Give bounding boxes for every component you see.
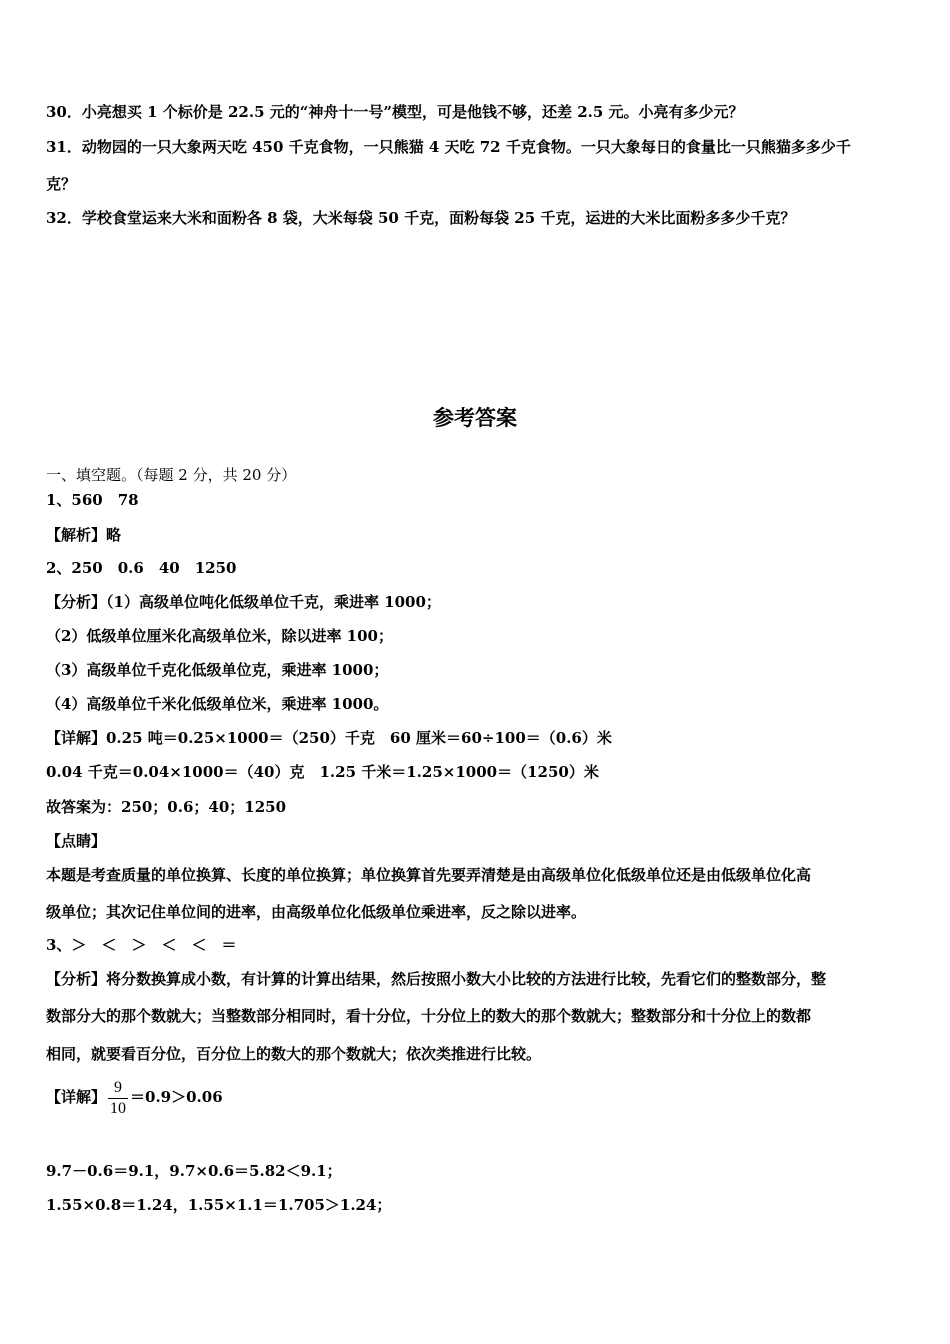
- answer-2-comment-label: 【点睛】: [46, 832, 107, 850]
- answer-3-detail-line: 9.7－0.6＝9.1，9.7×0.6＝5.82＜9.1；: [46, 1162, 342, 1180]
- answer-2-analysis-line: （2）低级单位厘米化高级单位米，除以进率 100；: [46, 627, 393, 645]
- answer-2-detail-line: 0.04 千克＝0.04×1000＝（40）克 1.25 千米＝1.25×1000＝（1250）米: [46, 763, 599, 781]
- detail-rest: ＝0.9＞0.06: [130, 1088, 223, 1106]
- answer-3-detail: [46, 1076, 223, 1119]
- answer-2-comment-line: 级单位；其次记住单位间的进率，由高级单位化低级单位乘进率，反之除以进率。: [46, 903, 587, 921]
- answer-2: 2、250 0.6 40 1250: [46, 559, 237, 577]
- answer-2-analysis-line: （3）高级单位千克化低级单位克，乘进率 1000；: [46, 661, 389, 679]
- answer-1: 1、560 78: [46, 491, 139, 509]
- page-title: 参考答案: [433, 406, 517, 430]
- answer-2-analysis-line: 【分析】（1）高级单位吨化低级单位千克，乘进率 1000；: [46, 593, 441, 611]
- answer-3-detail-line: 1.55×0.8＝1.24，1.55×1.1＝1.705＞1.24；: [46, 1196, 392, 1214]
- answer-2-detail-line: 故答案为：250；0.6；40；1250: [46, 798, 287, 816]
- fraction-denominator: 10: [110, 1099, 127, 1117]
- answer-1-analysis: 【解析】略: [46, 526, 122, 544]
- answer-3-analysis-line: 数部分大的那个数就大；当整数部分相同时，看十分位，十分位上的数大的那个数就大；整数部分和十分位上的数都: [46, 1007, 812, 1025]
- answer-3: 3、＞ ＜ ＞ ＜ ＜ ＝: [46, 936, 237, 954]
- answer-2-analysis-line: （4）高级单位千米化低级单位米，乘进率 1000。: [46, 695, 389, 713]
- detail-label: 【详解】: [46, 1088, 107, 1106]
- answer-3-analysis-line: 相同，就要看百分位，百分位上的数大的那个数就大；依次类推进行比较。: [46, 1045, 542, 1063]
- question-31: 31．动物园的一只大象两天吃 450 千克食物，一只熊猫 4 天吃 72 千克食物。一只大象每日的食量比一只熊猫多多少千: [46, 138, 851, 156]
- question-32: 32．学校食堂运来大米和面粉各 8 袋，大米每袋 50 千克，面粉每袋 25 千克，运进的大米比面粉多多少千克？: [46, 209, 796, 227]
- fraction-numerator: 9: [114, 1078, 123, 1096]
- fraction: [108, 1078, 128, 1119]
- answer-2-detail-line: 【详解】0.25 吨＝0.25×1000＝（250）千克 60 厘米＝60÷100＝（0.6）米: [46, 729, 612, 747]
- answer-2-comment-line: 本题是考查质量的单位换算、长度的单位换算；单位换算首先要弄清楚是由高级单位化低级单位还是由低级单位化高: [46, 866, 812, 884]
- question-30: 30．小亮想买 1 个标价是 22.5 元的“神舟十一号”模型，可是他钱不够，还差 2.5 元。小亮有多少元？: [46, 103, 744, 121]
- section-heading: 一、填空题。（每题 2 分，共 20 分）: [46, 466, 297, 484]
- question-31-continued: 克？: [46, 175, 77, 193]
- answer-3-analysis-line: 【分析】将分数换算成小数，有计算的计算出结果，然后按照小数大小比较的方法进行比较，先看它们的整数部分，整: [46, 970, 827, 988]
